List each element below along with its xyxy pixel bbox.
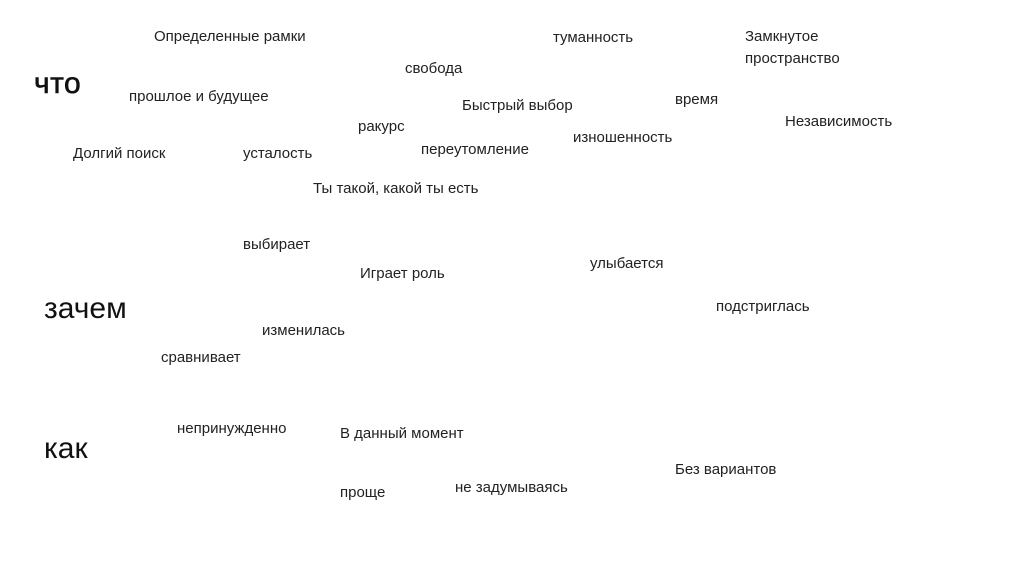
word-plays-role: Играет роль [360, 265, 445, 282]
word-angle: ракурс [358, 118, 405, 135]
word-fatigue: усталость [243, 145, 313, 162]
word-long-search: Долгий поиск [73, 145, 166, 162]
heading-what: что [34, 67, 82, 100]
word-quick-choice: Быстрый выбор [462, 97, 573, 114]
word-you-are-who-you-are: Ты такой, какой ты есть [313, 180, 479, 197]
word-got-haircut: подстриглась [716, 298, 810, 315]
word-no-options: Без вариантов [675, 461, 777, 478]
word-compares: сравнивает [161, 349, 241, 366]
word-closed-space-line2: пространство [745, 50, 840, 67]
word-defined-frames: Определенные рамки [154, 28, 306, 45]
heading-why: зачем [44, 292, 127, 325]
word-without-thinking: не задумываясь [455, 479, 568, 496]
word-changed: изменилась [262, 322, 345, 339]
word-overwork: переутомление [421, 141, 529, 158]
word-smiles: улыбается [590, 255, 664, 272]
word-wear: изношенность [573, 129, 673, 146]
word-at-the-moment: В данный момент [340, 425, 464, 442]
word-time: время [675, 91, 719, 108]
word-simpler: проще [340, 484, 386, 501]
word-closed-space-line1: Замкнутое [745, 28, 819, 45]
heading-how: как [44, 432, 88, 465]
word-past-and-future: прошлое и будущее [129, 88, 269, 105]
word-freedom: свобода [405, 60, 463, 77]
word-independence: Независимость [785, 113, 893, 130]
word-closed-space [745, 26, 875, 70]
word-haziness: туманность [553, 29, 634, 46]
word-casually: непринужденно [177, 420, 287, 437]
word-chooses: выбирает [243, 236, 311, 253]
